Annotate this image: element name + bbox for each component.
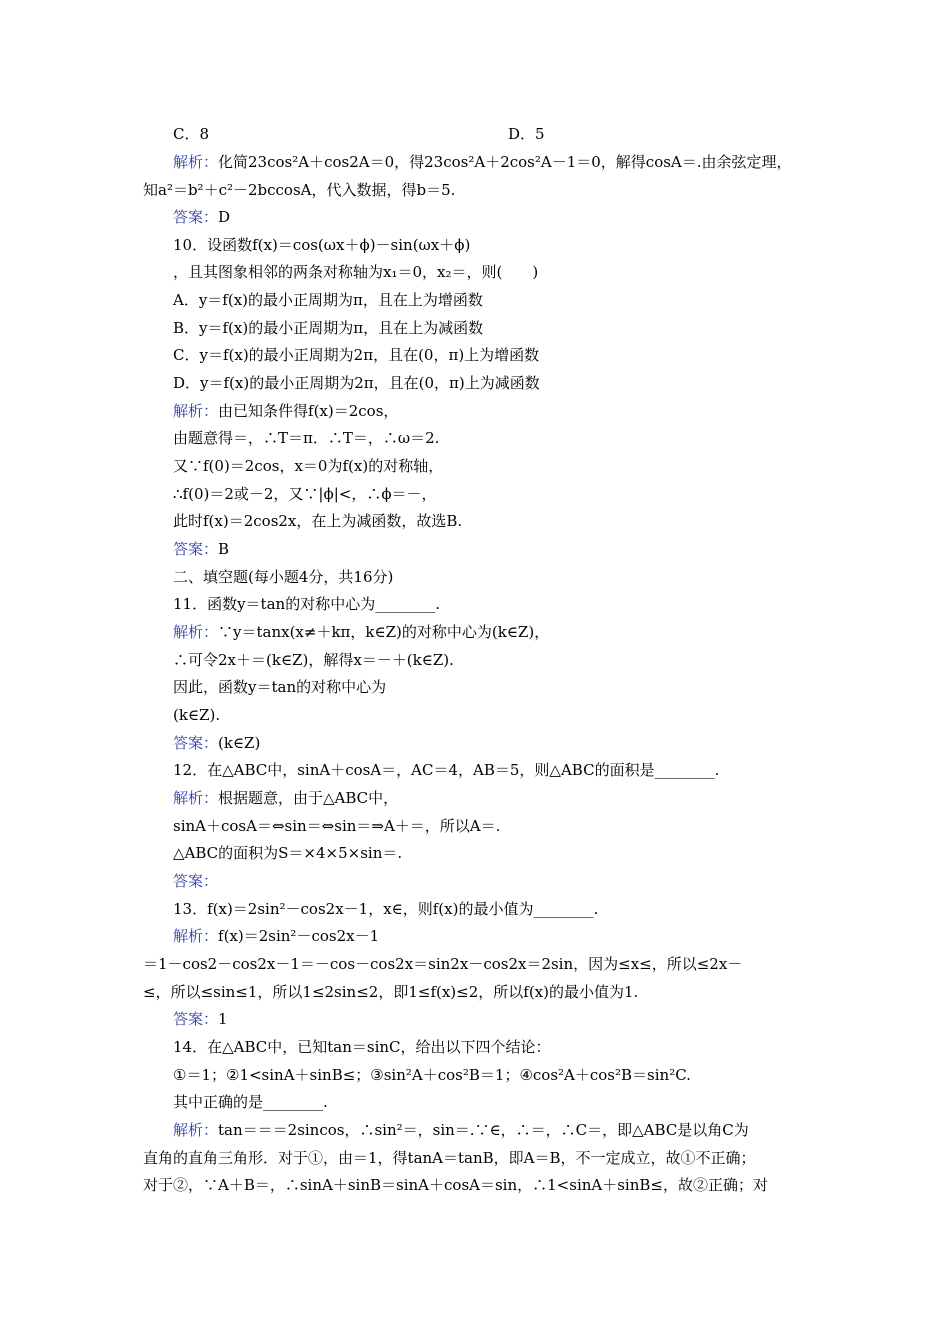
option-d: D．y＝f(x)的最小正周期为2π，且在(0，π)上为减函数 [173, 374, 540, 392]
solution-line: 解析：根据题意，由于△ABC中， [173, 789, 399, 807]
question-11: 11．函数y＝tan的对称中心为________. [173, 595, 440, 613]
text-line: 又∵f(0)＝2cos，x＝0为f(x)的对称轴， [173, 457, 444, 475]
solution-line: 解析：f(x)＝2sin²－cos2x－1 [173, 927, 380, 945]
text-line: ∴可令2x＋＝(k∈Z)，解得x＝－＋(k∈Z). [173, 651, 454, 669]
option-b: B．y＝f(x)的最小正周期为π，且在上为减函数 [173, 319, 484, 337]
option-c: C．8 [173, 125, 210, 143]
answer-label: 答案： [173, 1010, 219, 1028]
answer-line: 答案：1 [173, 1010, 228, 1028]
answer-line: 答案：B [173, 540, 230, 558]
solution-label: 解析： [173, 927, 219, 945]
text-line: 直角的直角三角形．对于①，由＝1，得tanA＝tanB，即A＝B，不一定成立，故①不正确； [143, 1149, 756, 1167]
text-line: △ABC的面积为S＝×4×5×sin＝. [173, 844, 403, 862]
text-line: ＝1－cos2－cos2x－1＝－cos－cos2x＝sin2x－cos2x＝2sin，因为≤x≤，所以≤2x－ [143, 955, 743, 973]
question-12: 12．在△ABC中，sinA＋cosA＝，AC＝4，AB＝5，则△ABC的面积是________. [173, 761, 720, 779]
solution-line: 解析：由已知条件得f(x)＝2cos， [173, 402, 399, 420]
solution-line: 解析：∵y＝tanx(x≠＋kπ，k∈Z)的对称中心为(k∈Z)， [173, 623, 550, 641]
text-line: ①＝1；②1<sinA＋sinB≤；③sin²A＋cos²B＝1；④cos²A＋cos²B＝sin²C. [173, 1066, 691, 1084]
text-line: 其中正确的是________. [173, 1093, 328, 1111]
answer-label: 答案： [173, 734, 219, 752]
answer-line [173, 871, 218, 891]
text-line: 由题意得＝，∴T＝π．∴T＝，∴ω＝2. [173, 429, 440, 447]
text-line: sinA＋cosA＝⇔sin＝⇔sin＝⇒A＋＝，所以A＝. [173, 817, 501, 835]
solution-label: 解析： [173, 1121, 219, 1139]
question-10: 10．设函数f(x)＝cos(ωx＋ϕ)－sin(ωx＋ϕ) [173, 236, 471, 254]
answer-label: 答案： [173, 540, 219, 558]
option-c: C．y＝f(x)的最小正周期为2π，且在(0，π)上为增函数 [173, 346, 540, 364]
answer-label: 答案： [173, 872, 219, 890]
solution-line: 解析：tan＝＝＝2sincos，∴sin²＝，sin＝.∵∈，∴＝，∴C＝，即△ABC是以角C为 [173, 1121, 749, 1139]
text-line: ≤，所以≤sin≤1，所以1≤2sin≤2，即1≤f(x)≤2，所以f(x)的最小值为1. [143, 983, 639, 1001]
answer-line: 答案：(k∈Z) [173, 734, 261, 752]
text-line: 此时f(x)＝2cos2x，在上为减函数，故选B. [173, 512, 463, 530]
text-line: 知a²＝b²＋c²－2bccosA，代入数据，得b＝5. [143, 181, 456, 199]
solution-label: 解析： [173, 623, 219, 641]
solution-label: 解析： [173, 789, 219, 807]
solution-line: 解析：化简23cos²A＋cos2A＝0，得23cos²A＋2cos²A－1＝0，解得cosA＝.由余弦定理， [173, 153, 792, 171]
solution-label: 解析： [173, 153, 219, 171]
text-line: 因此，函数y＝tan的对称中心为 [173, 678, 387, 696]
text-line: ∴f(0)＝2或－2，又∵|ϕ|<，∴ϕ＝－， [173, 485, 437, 503]
answer-line: 答案：D [173, 208, 231, 226]
option-d: D．5 [508, 125, 545, 143]
answer-label: 答案： [173, 208, 219, 226]
text-line: (k∈Z). [173, 706, 221, 724]
text-line: 对于②，∵A＋B＝，∴sinA＋sinB＝sinA＋cosA＝sin，∴1<sinA＋sinB≤，故②正确；对 [143, 1176, 768, 1194]
section-heading: 二、填空题(每小题4分，共16分) [173, 568, 394, 586]
option-a: A．y＝f(x)的最小正周期为π，且在上为增函数 [173, 291, 483, 309]
question-14: 14．在△ABC中，已知tan＝sinC，给出以下四个结论： [173, 1038, 551, 1056]
text-line: ，且其图象相邻的两条对称轴为x₁＝0，x₂＝，则( ) [173, 263, 539, 281]
question-13: 13．f(x)＝2sin²－cos2x－1，x∈，则f(x)的最小值为________. [173, 900, 599, 918]
solution-label: 解析： [173, 402, 219, 420]
